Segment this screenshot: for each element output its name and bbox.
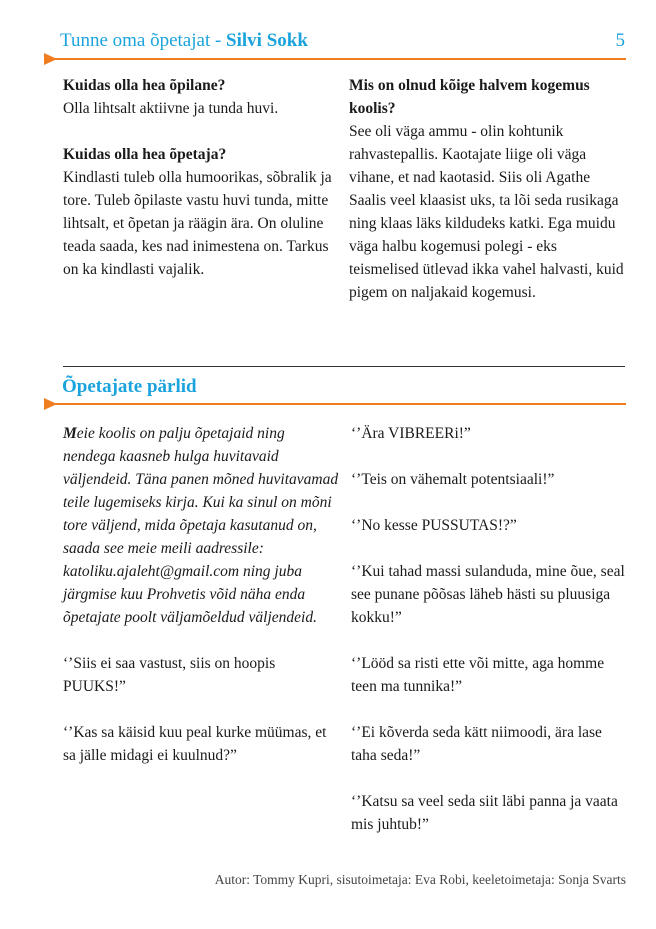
section-title: Õpetajate pärlid bbox=[62, 376, 197, 397]
interview-question: Kuidas olla hea õpetaja? bbox=[63, 146, 227, 163]
intro-text: eie koolis on palju õpetajaid ning nendega kaasneb hulga huvitavaid väljendeid. Täna panen mõned huvitavamad teile lugemiseks kirja. Kui ka sinul on mõni tore väljend, mida õpetaja kasutanud on, saada see meie meili aadressile: katoliku.ajaleht@gmail.com ning juba järgmise kuu Prohvetis võid näha enda õpetajate poolt väljamõeldud väljendeid. bbox=[63, 425, 339, 626]
interview-answer: Kindlasti tuleb olla humoorikas, sõbralik ja tore. Tuleb õpilaste vastu huvi tunda, mitte lihtsalt, et õpetan ja räägin ära. On oluline teada saada, kes nad inimestena on. Tarkus on ka kindlasti vajalik. bbox=[63, 169, 332, 278]
page-title bbox=[60, 30, 308, 52]
interview-question: Kuidas olla hea õpilane? bbox=[63, 77, 226, 94]
teacher-quote: ‘’Ära VIBREERi!” bbox=[351, 425, 471, 442]
intro-first-letter: M bbox=[63, 425, 77, 442]
section-divider bbox=[63, 366, 625, 367]
interview-answer: Olla lihtsalt aktiivne ja tunda huvi. bbox=[63, 100, 279, 117]
interview-left-column bbox=[63, 74, 338, 281]
teacher-quote: ‘’No kesse PUSSUTAS!?” bbox=[351, 517, 517, 534]
interview-question: Mis on olnud kõige halvem kogemus koolis? bbox=[349, 77, 590, 117]
teacher-quote: ‘’Siis ei saa vastust, siis on hoopis PUUKS!” bbox=[63, 655, 276, 695]
teacher-quote: ‘’Kui tahad massi sulanduda, mine õue, seal see punane põõsas läheb hästi su pluusiga kokku!” bbox=[351, 563, 625, 626]
interview-answer: See oli väga ammu - olin kohtunik rahvastepallis. Kaotajate liige oli väga vihane, et nad kaotasid. Siis oli Agathe Saalis veel klaasist uks, ta lõi seda rusikaga ning klaas läks kildudeks katki. Ega muidu väga halbu kogemusi polegi - eks teismelised ütlevad ikka vahel halvasti, kuid pigem on naljakaid kogemusi. bbox=[349, 123, 624, 301]
teacher-quote: ‘’Lööd sa risti ette või mitte, aga homme teen ma tunnika!” bbox=[351, 655, 605, 695]
header-arrow-icon bbox=[44, 53, 57, 65]
teacher-name: Silvi Sokk bbox=[226, 30, 308, 51]
pearls-right-column bbox=[351, 422, 626, 836]
title-prefix: Tunne oma õpetajat - bbox=[60, 30, 227, 51]
intro-paragraph bbox=[63, 422, 340, 629]
interview-item bbox=[63, 143, 338, 281]
teacher-quote: ‘’Katsu sa veel seda siit läbi panna ja vaata mis juhtub!” bbox=[351, 793, 618, 833]
page-number: 5 bbox=[615, 30, 625, 51]
pearls-left-column bbox=[63, 422, 340, 767]
header-rule bbox=[52, 58, 626, 60]
interview-right-column bbox=[349, 74, 626, 304]
interview-item bbox=[349, 74, 626, 304]
teacher-quote: ‘’Ei kõverda seda kätt niimoodi, ära lase taha seda!” bbox=[351, 724, 602, 764]
interview-item bbox=[63, 74, 338, 120]
credits-footer: Autor: Tommy Kupri, sisutoimetaja: Eva Robi, keeletoimetaja: Sonja Svarts bbox=[214, 872, 626, 887]
teacher-quote: ‘’Teis on vähemalt potentsiaali!” bbox=[351, 471, 555, 488]
section-rule bbox=[52, 403, 626, 405]
teacher-quote: ‘’Kas sa käisid kuu peal kurke müümas, et sa jälle midagi ei kuulnud?” bbox=[63, 724, 327, 764]
section-arrow-icon bbox=[44, 398, 57, 410]
page-header bbox=[60, 30, 625, 52]
